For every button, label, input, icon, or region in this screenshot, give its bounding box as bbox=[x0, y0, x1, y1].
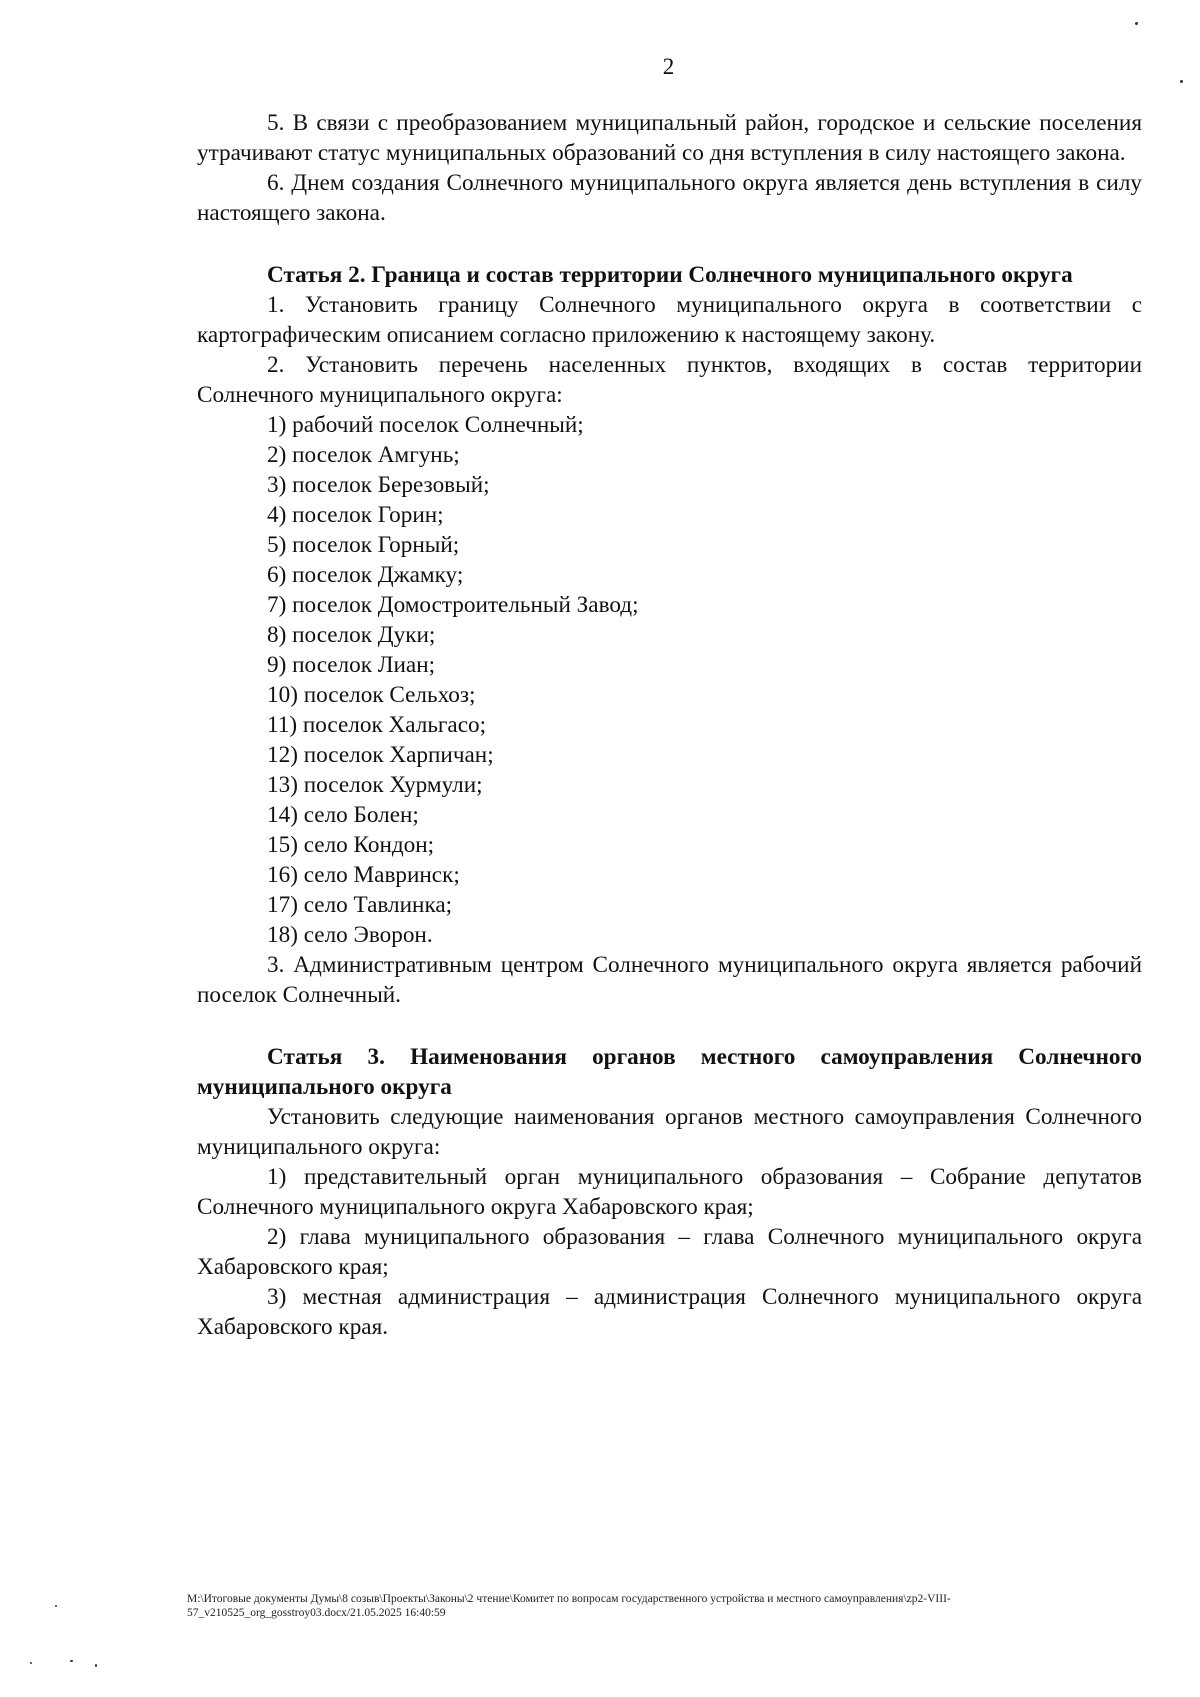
document-body bbox=[197, 108, 1142, 1342]
article-2-heading: Статья 2. Граница и состав территории Солнечного муниципального округа bbox=[267, 262, 1073, 288]
scan-speck bbox=[1135, 22, 1138, 25]
list-item: 15) село Кондон; bbox=[267, 832, 435, 858]
scan-speck bbox=[70, 1660, 73, 1662]
list-item: 5) поселок Горный; bbox=[267, 532, 460, 558]
scan-speck bbox=[95, 1664, 97, 1667]
list-item: 8) поселок Дуки; bbox=[267, 622, 436, 648]
list-item: 10) поселок Сельхоз; bbox=[267, 682, 476, 708]
scan-speck bbox=[30, 1662, 32, 1664]
list-item: 13) поселок Хурмули; bbox=[267, 772, 483, 798]
article-2-paragraph-3: 3. Административным центром Солнечного муниципального округа является рабочий поселок Солнечный. bbox=[197, 952, 1142, 1008]
list-item: 2) поселок Амгунь; bbox=[267, 442, 460, 468]
scan-speck bbox=[55, 1605, 57, 1607]
list-item: 9) поселок Лиан; bbox=[267, 652, 436, 678]
paragraph-5: 5. В связи с преобразованием муниципальный район, городское и сельские поселения утрачивают статус муниципальных образований со дня вступления в силу настоящего закона. bbox=[197, 110, 1142, 166]
list-item: 4) поселок Горин; bbox=[267, 502, 444, 528]
article-3-item-3: 3) местная администрация – администрация Солнечного муниципального округа Хабаровского края. bbox=[197, 1284, 1142, 1340]
list-item: 6) поселок Джамку; bbox=[267, 562, 464, 588]
list-item: 16) село Мавринск; bbox=[267, 862, 460, 888]
settlements-list bbox=[197, 410, 1142, 950]
list-item: 18) село Эворон. bbox=[267, 922, 433, 948]
list-item: 11) поселок Хальгасо; bbox=[267, 712, 487, 738]
article-3-item-2: 2) глава муниципального образования – глава Солнечного муниципального округа Хабаровского края; bbox=[197, 1224, 1142, 1280]
scan-speck bbox=[1180, 80, 1183, 83]
file-path-footer: M:\Итоговые документы Думы\8 созыв\Проекты\Законы\2 чтение\Комитет по вопросам государственного устройства и местного самоуправления\zp2-VIII-57_v210525_org_gosstroy03.docx/21.05.2025 16:40:59 bbox=[187, 1593, 951, 1619]
article-3-item-1: 1) представительный орган муниципального образования – Собрание депутатов Солнечного муниципального округа Хабаровского края; bbox=[197, 1164, 1142, 1220]
list-item: 14) село Болен; bbox=[267, 802, 419, 828]
list-item: 1) рабочий поселок Солнечный; bbox=[267, 412, 584, 438]
page-number: 2 bbox=[662, 54, 675, 79]
list-item: 17) село Тавлинка; bbox=[267, 892, 453, 918]
list-item: 3) поселок Березовый; bbox=[267, 472, 490, 498]
article-3-intro: Установить следующие наименования органов местного самоуправления Солнечного муниципального округа: bbox=[197, 1104, 1142, 1160]
paragraph-6: 6. Днем создания Солнечного муниципального округа является день вступления в силу настоящего закона. bbox=[197, 170, 1142, 226]
article-3-heading: Статья 3. Наименования органов местного самоуправления Солнечного муниципального округа bbox=[197, 1044, 1142, 1100]
article-2-paragraph-1: 1. Установить границу Солнечного муниципального округа в соответствии с картографическим описанием согласно приложению к настоящему закону. bbox=[197, 292, 1142, 348]
article-2-paragraph-2: 2. Установить перечень населенных пунктов, входящих в состав территории Солнечного муниципального округа: bbox=[197, 352, 1142, 408]
list-item: 12) поселок Харпичан; bbox=[267, 742, 494, 768]
list-item: 7) поселок Домостроительный Завод; bbox=[267, 592, 639, 618]
